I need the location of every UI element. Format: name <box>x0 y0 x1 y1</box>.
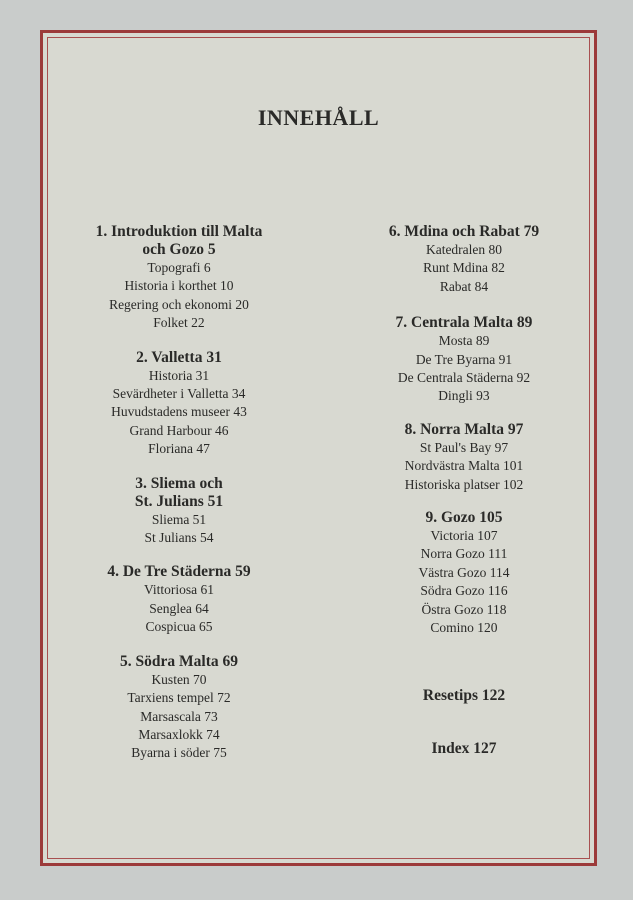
toc-entry: Norra Gozo 111 <box>420 546 508 562</box>
toc-entry: Huvudstadens museer 43 <box>111 404 247 420</box>
toc-section-heading: 8. Norra Malta 97 <box>404 420 524 438</box>
toc-entry: Kusten 70 <box>151 671 207 687</box>
toc-right-column <box>339 223 589 757</box>
toc-section <box>339 509 589 637</box>
toc-section-heading: 2. Valletta 31 <box>136 348 222 366</box>
toc-entry: Södra Gozo 116 <box>420 583 508 599</box>
book-page <box>40 30 597 866</box>
toc-entry: Rabat 84 <box>439 278 489 294</box>
toc-section-heading: 4. De Tre Städerna 59 <box>107 563 251 581</box>
toc-entry: Folket 22 <box>153 315 205 331</box>
toc-section <box>54 223 304 333</box>
toc-entry: Historia i korthet 10 <box>124 278 234 294</box>
toc-resetips: Resetips 122 <box>422 687 506 704</box>
toc-entry: Cospicua 65 <box>145 619 213 635</box>
toc-section-heading: 5. Södra Malta 69 <box>120 652 238 670</box>
toc-entry: De Centrala Städerna 92 <box>397 370 531 386</box>
toc-entry: Byarna i söder 75 <box>131 745 227 761</box>
toc-left-column <box>54 223 304 779</box>
toc-entry: Tarxiens tempel 72 <box>127 690 231 706</box>
toc-section <box>54 475 304 548</box>
toc-section-heading: 7. Centrala Malta 89 <box>395 314 533 332</box>
toc-entry: Marsascala 73 <box>140 708 218 724</box>
toc-section <box>339 314 589 406</box>
toc-entry: Victoria 107 <box>430 528 498 544</box>
toc-entry: Topografi 6 <box>147 260 211 275</box>
toc-entry: Historiska platser 102 <box>404 476 524 492</box>
toc-index: Index 127 <box>431 740 497 757</box>
toc-section-heading: 9. Gozo 105 <box>425 509 503 527</box>
toc-entry: Östra Gozo 118 <box>421 601 507 617</box>
toc-entry: Västra Gozo 114 <box>418 564 510 580</box>
toc-section-heading: 6. Mdina och Rabat 79 <box>388 223 540 240</box>
toc-section-heading: 1. Introduktion till Malta och Gozo 5 <box>95 223 263 258</box>
page-title: INNEHÅLL <box>257 105 380 130</box>
toc-entry: Vittoriosa 61 <box>143 582 215 598</box>
toc-section-heading: 3. Sliema och St. Julians 51 <box>134 474 224 510</box>
toc-entry: Sevärdheter i Valletta 34 <box>112 386 246 402</box>
toc-entry: Mosta 89 <box>438 333 490 349</box>
toc-entry: Regering och ekonomi 20 <box>109 296 249 312</box>
toc-section <box>339 421 589 494</box>
toc-section <box>54 349 304 459</box>
toc-entry: Marsaxlokk 74 <box>138 726 220 742</box>
toc-entry: Dingli 93 <box>438 388 490 404</box>
toc-entry: Runt Mdina 82 <box>423 260 505 276</box>
toc-entry: St Julians 54 <box>144 530 214 546</box>
toc-entry: Katedralen 80 <box>425 242 503 257</box>
toc-entry: Senglea 64 <box>149 600 209 616</box>
toc-entry: Nordvästra Malta 101 <box>404 458 524 474</box>
toc-entry: De Tre Byarna 91 <box>415 351 513 367</box>
toc-entry: Historia 31 <box>148 367 210 383</box>
toc-entry: St Paul's Bay 97 <box>419 439 509 455</box>
toc-entry: Grand Harbour 46 <box>129 422 229 438</box>
toc-entry: Comino 120 <box>430 620 498 636</box>
toc-section <box>54 563 304 636</box>
toc-section <box>54 653 304 763</box>
toc-entry: Sliema 51 <box>151 511 207 527</box>
toc-entry: Floriana 47 <box>148 441 210 457</box>
toc-section <box>339 223 589 296</box>
